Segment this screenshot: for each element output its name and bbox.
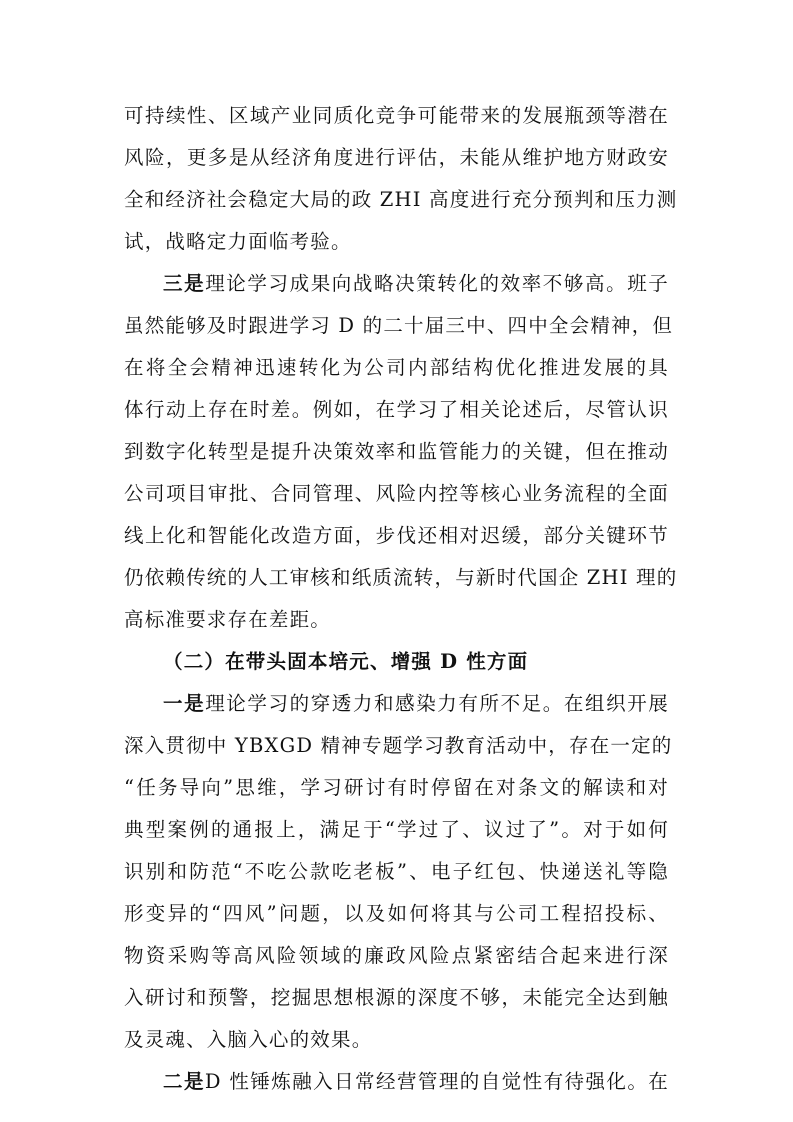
lead-in-san: 三是	[163, 272, 206, 295]
lead-in-er: 二是	[163, 1070, 205, 1093]
lead-in-yi: 一是	[163, 692, 206, 715]
paragraph-line: 高标准要求存在差距。	[124, 608, 332, 631]
section-heading: （二）在带头固本培元、增强 D 性方面	[163, 650, 529, 673]
paragraph-line: 虽然能够及时跟进学习 D 的二十届三中、四中全会精神，但	[124, 314, 674, 337]
paragraph-line: 试，战略定力面临考验。	[124, 230, 352, 253]
paragraph-line: 入研讨和预警，挖掘思想根源的深度不够，未能完全达到触	[124, 986, 669, 1009]
paragraph-line: 线上化和智能化改造方面，步伐还相对迟缓，部分关键环节	[124, 524, 669, 547]
paragraph-line-yi	[163, 691, 669, 717]
paragraph-line: 体行动上存在时差。例如，在学习了相关论述后，尽管认识	[124, 398, 669, 421]
paragraph-line: “任务导向”思维，学习研讨有时停留在对条文的解读和对	[124, 776, 669, 799]
paragraph-line: 全和经济社会稳定大局的政 ZHI 高度进行充分预判和压力测	[124, 188, 678, 211]
paragraph-line: 公司项目审批、合同管理、风险内控等核心业务流程的全面	[124, 482, 669, 505]
paragraph-line: 风险，更多是从经济角度进行评估，未能从维护地方财政安	[124, 146, 669, 169]
paragraph-line-san	[163, 271, 669, 297]
paragraph-line: 及灵魂、入脑入心的效果。	[124, 1028, 373, 1051]
paragraph-line: 典型案例的通报上，满足于“学过了、议过了”。对于如何	[124, 818, 669, 841]
paragraph-line: 可持续性、区域产业同质化竞争可能带来的发展瓶颈等潜在	[124, 104, 669, 127]
paragraph-line: 深入贯彻中 YBXGD 精神专题学习教育活动中，存在一定的	[124, 734, 673, 757]
paragraph-line: 识别和防范“不吃公款吃老板”、电子红包、快递送礼等隐	[124, 860, 669, 883]
paragraph-line: 在将全会精神迅速转化为公司内部结构优化推进发展的具	[124, 356, 669, 379]
paragraph-line: 仍依赖传统的人工审核和纸质流转，与新时代国企 ZHI 理的	[124, 566, 678, 589]
paragraph-line: 形变异的“四风”问题，以及如何将其与公司工程招投标、	[124, 902, 669, 925]
paragraph-line: 到数字化转型是提升决策效率和监管能力的关键，但在推动	[124, 440, 669, 463]
paragraph-line: 物资采购等高风险领域的廉政风险点紧密结合起来进行深	[124, 944, 669, 967]
paragraph-text: 理论学习的穿透力和感染力有所不足。在组织开展	[205, 692, 669, 715]
paragraph-line-er	[163, 1069, 669, 1095]
paragraph-text: D 性锤炼融入日常经营管理的自觉性有待强化。在	[204, 1070, 670, 1093]
paragraph-text: 理论学习成果向战略决策转化的效率不够高。班子	[205, 272, 669, 295]
